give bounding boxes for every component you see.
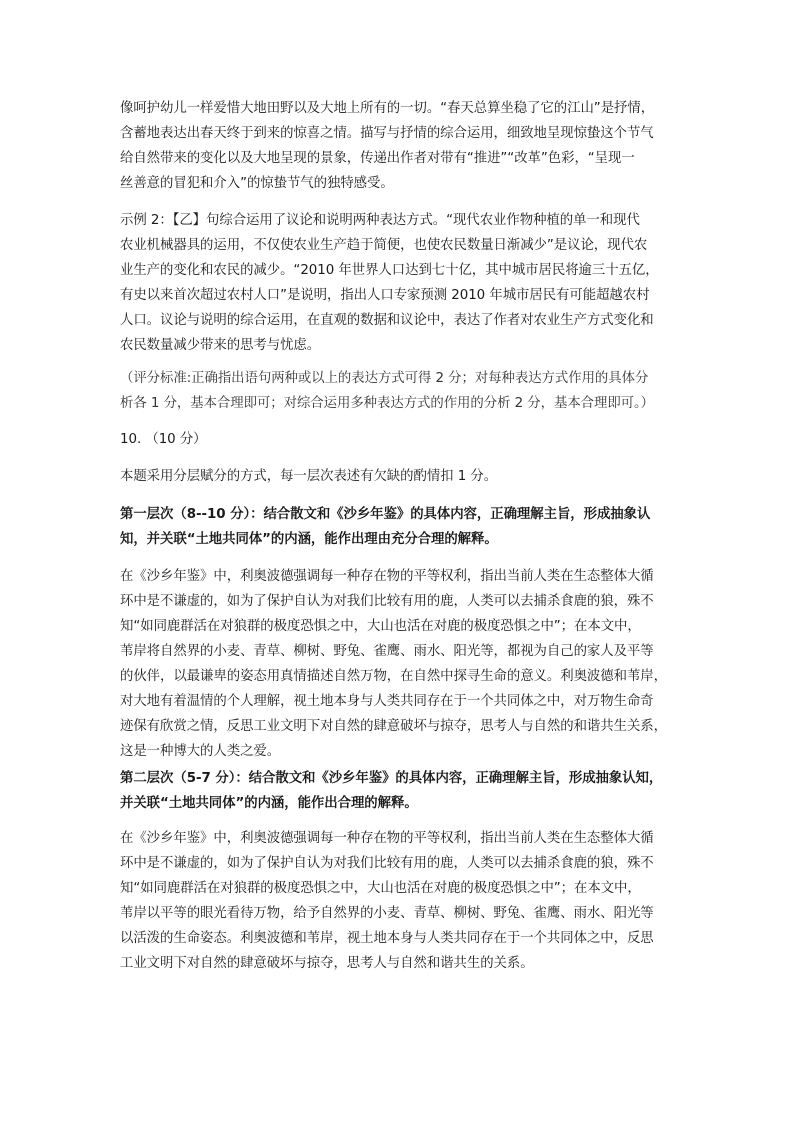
level-one-heading [120,502,680,552]
question-number [120,427,680,452]
text-line: 业生产的变化和农民的减少。“2010 年世界人口达到七十亿，其中城市居民将逾三十五亿， [120,263,659,278]
text-line: 这是一种博大的人类之爱。 [120,744,281,759]
text-line: 10. （10 分） [120,432,207,447]
text-line: 知“如同鹿群活在对狼群的极度恐惧之中，大山也活在对鹿的极度恐惧之中”；在本文中， [120,881,641,896]
text-line: （评分标准:正确指出语句两种或以上的表达方式可得 2 分；对每种表达方式作用的具体分 [120,371,649,386]
text-line: 本题采用分层赋分的方式，每一层次表述有欠缺的酌情扣 1 分。 [120,469,498,484]
text-line: 含蓄地表达出春天终于到来的惊喜之情。描写与抒情的综合运用，细致地呈现惊蛰这个节气 [120,126,654,141]
paragraph-p9 [120,826,680,976]
paragraph-p7 [120,564,680,764]
paragraph-p1 [120,96,680,196]
text-line: 示例 2：【乙】句综合运用了议论和说明两种表达方式。“现代农业作物种植的单一和现代 [120,213,640,228]
text-line: 的伙伴，以最谦卑的姿态用真情描述自然万物，在自然中探寻生命的意义。利奥波德和苇岸， [120,669,667,684]
text-line: 知，并关联“土地共同体”的内涵，能作出理由充分合理的解释。 [120,532,498,547]
text-line: 苇岸将自然界的小麦、青草、柳树、野兔、雀鹰、雨水、阳光等，都视为自己的家人及平等 [120,644,654,659]
level-two-heading [120,766,680,816]
paragraph-scoring-method [120,464,680,489]
text-line: 在《沙乡年鉴》中，利奥波德强调每一种存在物的平等权利，指出当前人类在生态整体大循 [120,831,654,846]
text-line: 人口。议论与说明的综合运用，在直观的数据和议论中，表达了作者对农业生产方式变化和 [120,313,654,328]
text-line: 第一层次（8--10 分）：结合散文和《沙乡年鉴》的具体内容，正确理解主旨，形成抽象认 [120,507,651,522]
paragraph-p2 [120,208,680,358]
text-line: 有史以来首次超过农村人口”是说明，指出人口专家预测 2010 年城市居民有可能超越农村 [120,288,650,303]
paragraph-grading-criteria [120,366,680,416]
text-line: 迹保有欣赏之情，反思工业文明下对自然的肆意破坏与掠夺，思考人与自然的和谐共生关系， [120,719,667,734]
text-line: 农业机械器具的运用，不仅使农业生产趋于简便，也使农民数量日渐减少”是议论，现代农 [120,238,648,253]
text-line: 给自然带来的变化以及大地呈现的景象，传递出作者对带有“推进”“改革”色彩，“呈现一 [120,151,635,166]
text-line: 苇岸以平等的眼光看待万物，给予自然界的小麦、青草、柳树、野兔、雀鹰、雨水、阳光等 [120,906,654,921]
text-line: 对大地有着温情的个人理解，视土地本身与人类共同存在于一个共同体之中，对万物生命奇 [120,694,654,709]
text-line: 工业文明下对自然的肆意破坏与掠夺，思考人与自然和谐共生的关系。 [120,956,534,971]
text-line: 第二层次（5-7 分）：结合散文和《沙乡年鉴》的具体内容，正确理解主旨，形成抽象认知， [120,771,663,786]
text-line: 在《沙乡年鉴》中，利奥波德强调每一种存在物的平等权利，指出当前人类在生态整体大循 [120,569,654,584]
text-line: 析各 1 分，基本合理即可；对综合运用多种表达方式的作用的分析 2 分，基本合理即可。） [120,396,655,411]
text-line: 知“如同鹿群活在对狼群的极度恐惧之中，大山也活在对鹿的极度恐惧之中”；在本文中， [120,619,641,634]
text-line: 农民数量减少带来的思考与忧虑。 [120,338,321,353]
text-line: 并关联“土地共同体”的内涵，能作出合理的解释。 [120,796,418,811]
text-line: 丝善意的冒犯和介入”的惊蛰节气的独特感受。 [120,176,394,191]
text-line: 环中是不谦虚的，如为了保护自认为对我们比较有用的鹿，人类可以去捕杀食鹿的狼，殊不 [120,594,654,609]
text-line: 环中是不谦虚的，如为了保护自认为对我们比较有用的鹿，人类可以去捕杀食鹿的狼，殊不 [120,856,654,871]
text-line: 像呵护幼儿一样爱惜大地田野以及大地上所有的一切。“春天总算坐稳了它的江山”是抒情， [120,101,655,116]
text-line: 以活泼的生命姿态。利奥波德和苇岸，视土地本身与人类共同存在于一个共同体之中，反思 [120,931,654,946]
